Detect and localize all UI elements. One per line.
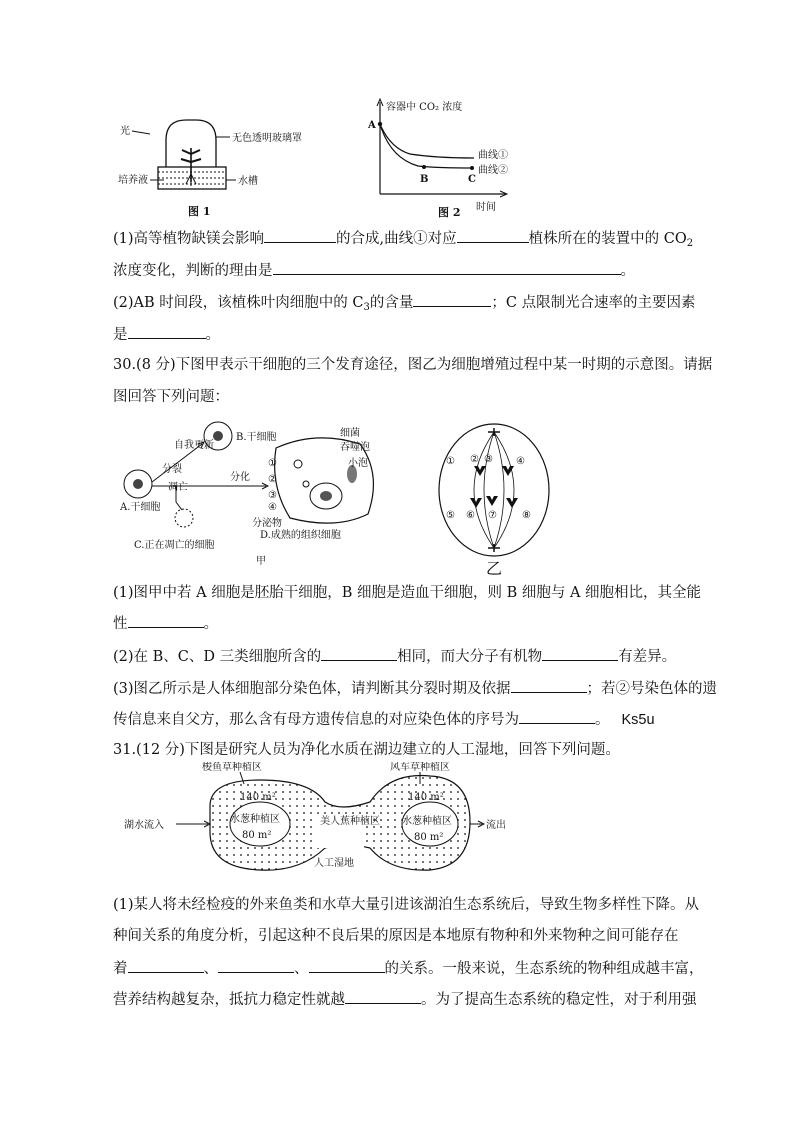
svg-text:④: ④ — [516, 456, 525, 467]
svg-text:140 m²: 140 m² — [408, 792, 444, 803]
point-b-label: B — [420, 174, 429, 185]
light-label: 光 — [120, 126, 130, 137]
svg-text:⑥: ⑥ — [466, 510, 475, 521]
figure-jia-stem-cell — [116, 414, 406, 574]
svg-text:③: ③ — [484, 454, 493, 465]
figure-yi-cell-division — [436, 418, 556, 578]
svg-text:分泌物: 分泌物 — [252, 518, 282, 529]
svg-text:流出: 流出 — [486, 820, 506, 831]
svg-text:①: ① — [446, 456, 455, 467]
svg-text:人工湿地: 人工湿地 — [314, 858, 354, 869]
svg-text:湖水流入: 湖水流入 — [124, 820, 164, 831]
q31-p2: 种间关系的角度分析，引起这种不良后果的原因是本地原有物种和外来物种之间可能存在 — [113, 928, 679, 944]
q30-q1-line-1: (1)图甲中若 A 细胞是胚胎干细胞，B 细胞是造血干细胞，则 B 细胞与 A 细胞相比，其全能 — [113, 585, 702, 601]
q30-q1-line-2: 性 。 — [113, 613, 218, 634]
svg-text:吞噬泡: 吞噬泡 — [340, 442, 370, 453]
svg-text:②: ② — [470, 454, 479, 465]
svg-text:水葱种植区: 水葱种植区 — [230, 814, 280, 825]
svg-text:②: ② — [268, 474, 277, 485]
answer-blank[interactable] — [128, 324, 206, 339]
answer-blank[interactable] — [264, 228, 336, 243]
svg-text:小泡: 小泡 — [348, 458, 368, 469]
curve-2 — [380, 124, 474, 168]
svg-text:D.成熟的组织细胞: D.成熟的组织细胞 — [260, 530, 341, 541]
curve-2-label: 曲线② — [478, 165, 508, 176]
c-apoptotic-cell — [175, 509, 193, 527]
answer-blank[interactable] — [345, 989, 421, 1004]
figure-1-plant-apparatus — [118, 112, 308, 220]
answer-blank[interactable] — [321, 646, 397, 661]
svg-text:美人蕉种植区: 美人蕉种植区 — [320, 816, 380, 827]
curve-1-label: 曲线① — [478, 150, 508, 161]
answer-blank[interactable] — [273, 260, 621, 275]
q29-line-3: (2)AB 时间段，该植株叶肉细胞中的 $C_3$的含量 ；C 点限制光合速率的主要因素 — [113, 292, 696, 318]
svg-text:③: ③ — [268, 490, 277, 501]
svg-text:B.干细胞: B.干细胞 — [236, 432, 277, 443]
tank-label: 水槽 — [238, 176, 258, 187]
svg-text:⑧: ⑧ — [522, 510, 531, 521]
svg-text:⑦: ⑦ — [488, 510, 497, 521]
watermark-ks5u: Ks5u — [621, 712, 655, 728]
q29-line-4: 是 。 — [113, 324, 220, 345]
q31-p1: (1)某人将未经检疫的外来鱼类和水草大量引进该湖泊生态系统后，导致生物多样性下降。从 — [113, 897, 700, 913]
svg-text:细菌: 细菌 — [340, 428, 360, 439]
chromosomes — [470, 466, 518, 508]
answer-blank[interactable] — [542, 646, 618, 661]
q30-q2: (2)在 B、C、D 三类细胞所含的 相同，而大分子有机物 有差异。 — [113, 646, 676, 667]
point-c-label: C — [468, 174, 476, 185]
answer-blank[interactable] — [128, 958, 204, 973]
fig1-caption: 图 1 — [188, 205, 211, 218]
answer-blank[interactable] — [519, 709, 595, 724]
fig-jia-caption: 甲 — [256, 556, 266, 567]
answer-blank[interactable] — [309, 958, 385, 973]
answer-blank[interactable] — [511, 678, 587, 693]
y-axis-label: 容器中 CO₂ 浓度 — [386, 102, 463, 113]
svg-text:分裂: 分裂 — [162, 464, 182, 475]
svg-text:梭鱼草种植区: 梭鱼草种植区 — [202, 762, 262, 773]
answer-blank[interactable] — [218, 958, 294, 973]
cell-outline — [439, 424, 549, 556]
svg-text:80 m²: 80 m² — [242, 830, 272, 841]
svg-text:①: ① — [268, 458, 277, 469]
svg-text:风车草种植区: 风车草种植区 — [390, 762, 450, 773]
point-c — [470, 166, 474, 170]
figure-wetland — [120, 762, 540, 880]
q31-p3: 着 、 、 的关系。一般来说，生态系统的物种组成越丰富， — [113, 958, 704, 979]
svg-text:凋亡: 凋亡 — [168, 482, 188, 493]
svg-text:A.干细胞: A.干细胞 — [120, 502, 161, 513]
point-a-label: A — [368, 120, 376, 131]
fig-yi-caption: 乙 — [486, 559, 503, 578]
svg-text:140 m²: 140 m² — [240, 792, 276, 803]
q29-line-2: 浓度变化，判断的理由是 。 — [113, 260, 635, 281]
q30-q3-line-1: (3)图乙所示是人体细胞部分染色体，请判断其分裂时期及依据 ；若②号染色体的遗 — [113, 678, 717, 699]
q30-stem-line-1: 30.(8 分)下图甲表示干细胞的三个发育途径，图乙为细胞增殖过程中某一时期的示意图。请据 — [113, 357, 713, 373]
point-b — [422, 165, 426, 169]
q30-stem-line-2: 图回答下列问题： — [113, 389, 229, 405]
answer-blank[interactable] — [128, 613, 204, 628]
q29-line-1: (1)高等植物缺镁会影响 的合成,曲线①对应 植株所在的装置中的 $CO_2$ — [113, 228, 693, 254]
figure-2-co2-curve — [366, 96, 536, 220]
q30-q3-line-2: 传信息来自父方，那么含有母方遗传信息的对应染色体的序号为 。 Ks5u — [113, 709, 655, 730]
culture-label: 培养液 — [118, 175, 148, 186]
svg-text:C.正在凋亡的细胞: C.正在凋亡的细胞 — [134, 540, 215, 551]
svg-text:分化: 分化 — [230, 472, 250, 483]
svg-text:⑤: ⑤ — [446, 510, 455, 521]
answer-blank[interactable] — [413, 292, 491, 307]
svg-text:自我更新: 自我更新 — [174, 440, 214, 451]
fig2-caption: 图 2 — [438, 206, 461, 219]
svg-text:水葱种植区: 水葱种植区 — [402, 816, 452, 827]
dome-label: 无色透明玻璃罩 — [232, 133, 302, 144]
q31-stem: 31.(12 分)下图是研究人员为净化水质在湖边建立的人工湿地，回答下列问题。 — [113, 742, 620, 758]
x-axis-label: 时间 — [476, 202, 496, 213]
curve-1 — [380, 124, 474, 158]
svg-text:④: ④ — [268, 502, 277, 513]
q31-p4: 营养结构越复杂，抵抗力稳定性就越 。为了提高生态系统的稳定性，对于利用强 — [113, 989, 697, 1010]
svg-text:80 m²: 80 m² — [414, 832, 444, 843]
answer-blank[interactable] — [457, 228, 529, 243]
